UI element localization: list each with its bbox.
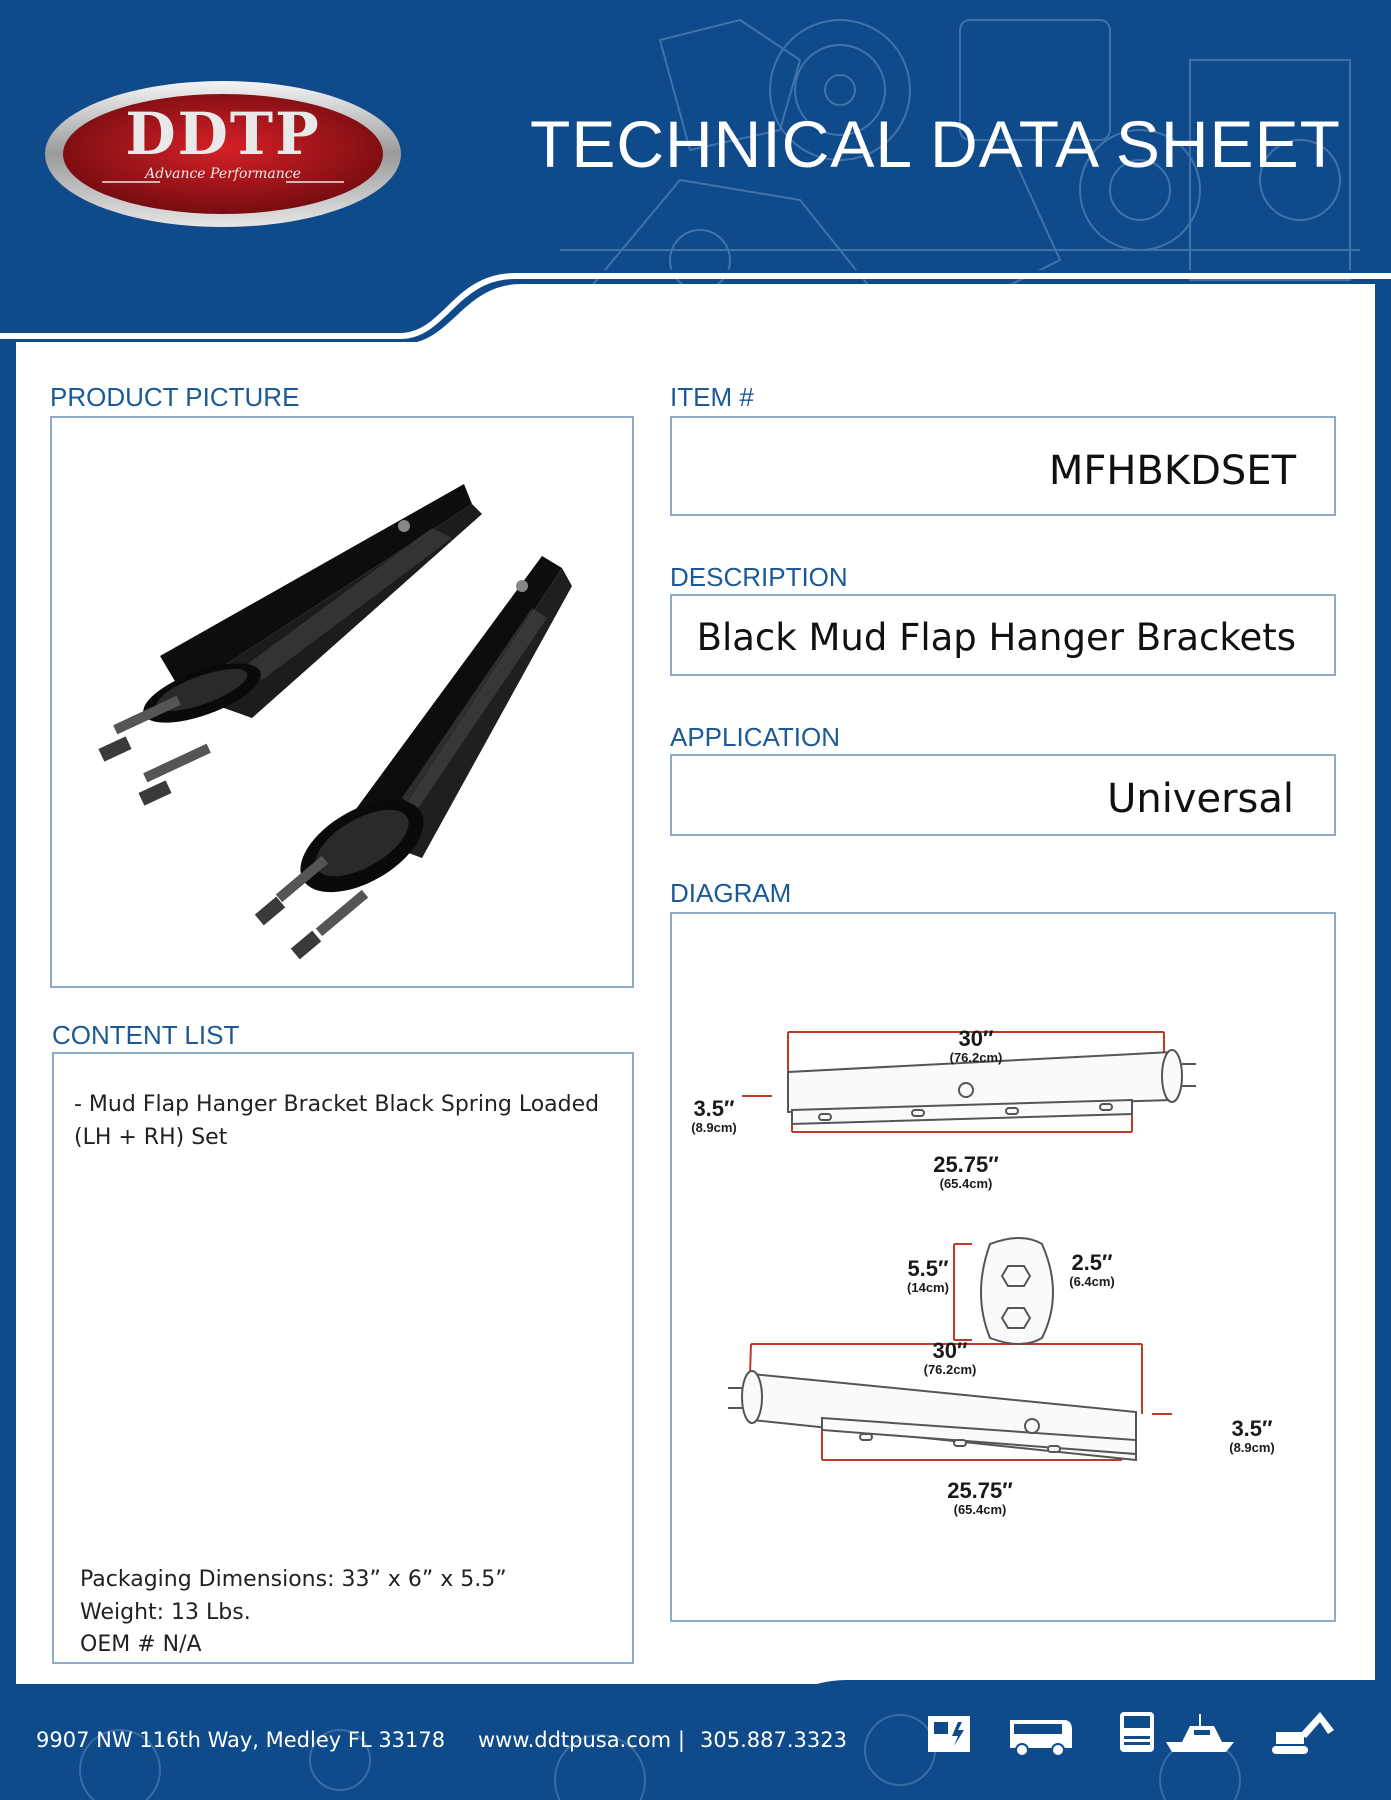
application-box	[670, 754, 1336, 836]
packaging-dimensions: Packaging Dimensions: 33” x 6” x 5.5”	[80, 1567, 507, 1592]
product-picture-box	[50, 416, 634, 988]
dim-plate-height-cm: (14cm)	[907, 1280, 949, 1295]
item-number-value: MFHBKDSET	[1048, 448, 1296, 494]
page-title: TECHNICAL DATA SHEET	[530, 107, 1341, 181]
excavator-icon	[1268, 1706, 1340, 1762]
logo-name: DDTP	[125, 100, 321, 168]
dim-bottom-height-cm: (8.9cm)	[1229, 1440, 1275, 1455]
oem-number: OEM # N/A	[80, 1632, 202, 1657]
dim-top-base-length: 25.75″	[933, 1152, 999, 1177]
footer-website[interactable]: www.ddtpusa.com |	[478, 1728, 685, 1752]
dim-bottom-base-length: 25.75″	[947, 1478, 1013, 1503]
dim-top-base-length-cm: (65.4cm)	[939, 1176, 993, 1191]
logo-tagline: Advance Performance	[145, 166, 301, 182]
application-value: Universal	[1107, 776, 1294, 822]
diagram-label: DIAGRAM	[670, 878, 792, 908]
footer-phone[interactable]: 305.887.3323	[700, 1728, 847, 1752]
dim-top-height-cm: (8.9cm)	[691, 1120, 737, 1135]
dim-top-length: 30″	[958, 1026, 994, 1051]
diagram-box	[670, 912, 1336, 1622]
description-value: Black Mud Flap Hanger Brackets	[696, 616, 1296, 659]
truck-icon	[1108, 1706, 1166, 1762]
weight: Weight: 13 Lbs.	[80, 1600, 251, 1625]
footer-address: 9907 NW 116th Way, Medley FL 33178	[36, 1728, 446, 1752]
dim-top-length-cm: (76.2cm)	[949, 1050, 1003, 1065]
dim-top-height: 3.5″	[693, 1096, 735, 1121]
dim-bottom-height: 3.5″	[1231, 1416, 1273, 1441]
content-item-line1: - Mud Flap Hanger Bracket Black Spring Loaded	[74, 1092, 600, 1117]
content-item-line2: (LH + RH) Set	[74, 1125, 228, 1150]
product-picture-label: PRODUCT PICTURE	[50, 382, 300, 412]
item-number-box	[670, 416, 1336, 516]
company-logo	[42, 78, 404, 230]
application-label: APPLICATION	[670, 722, 841, 752]
dimension-diagram	[672, 914, 1334, 1620]
header-wave-divider	[0, 270, 1391, 350]
dim-plate-height: 5.5″	[907, 1256, 949, 1281]
generator-icon	[920, 1706, 978, 1762]
description-label: DESCRIPTION	[670, 562, 848, 592]
dim-plate-width-cm: (6.4cm)	[1069, 1274, 1115, 1289]
dim-plate-width: 2.5″	[1071, 1250, 1113, 1275]
description-box	[670, 594, 1336, 676]
content-list-label: CONTENT LIST	[52, 1020, 240, 1050]
yacht-icon	[1164, 1706, 1238, 1762]
dim-bottom-base-length-cm: (65.4cm)	[953, 1502, 1007, 1517]
dim-bottom-length: 30″	[932, 1338, 968, 1363]
dim-bottom-length-cm: (76.2cm)	[923, 1362, 977, 1377]
content-list-box	[52, 1052, 634, 1664]
item-number-label: ITEM #	[670, 382, 754, 412]
product-image	[52, 418, 632, 986]
bus-icon	[1004, 1706, 1076, 1762]
